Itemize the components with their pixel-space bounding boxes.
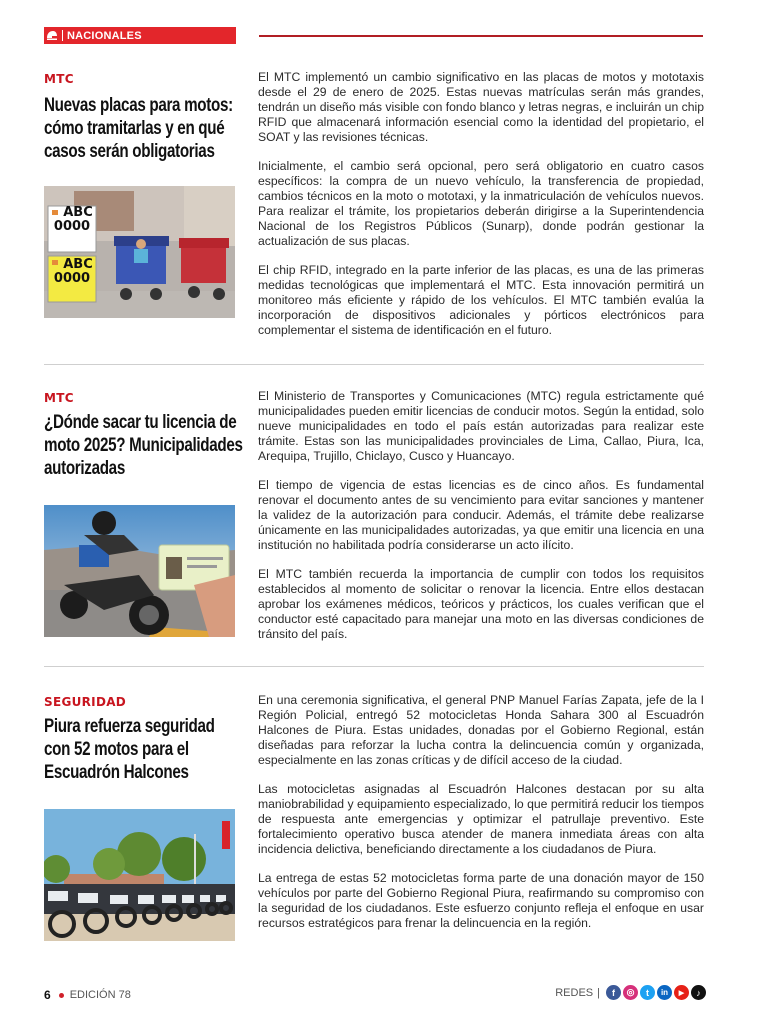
article-headline[interactable]: Nuevas placas para motos: cómo tramitarlas y en qué casos serán obligatorias [44, 95, 233, 162]
bullet-dot-icon [59, 993, 64, 998]
paragraph: En una ceremonia significativa, el general PNP Manuel Farías Zapata, jefe de la I Región Policial, entregó 52 motocicletas Honda Sahara 300 al Escuadrón Halcones de Piura. Estas unidades, donadas por el Gobierno Regional, están diseñadas para reforzar la lucha contra la delincuencia común y organizada, especialmente en las zonas críticas y de difícil acceso de la ciudad. [258, 693, 704, 767]
paragraph: El MTC implementó un cambio significativo en las placas de motos y mototaxis desde el 29 de enero de 2025. Estas nuevas matrículas serán más grandes, tendrán un diseño más visible con fondo blanco y letras negras, e incluirán un chip RFID que almacenará información esencial como la identidad del propietario, el SOAT y las revisiones técnicas. [258, 70, 704, 144]
header-separator [62, 30, 63, 41]
linkedin-icon[interactable]: in [657, 985, 672, 1000]
plate-white [53, 205, 96, 234]
plate-letters: ABC [63, 205, 93, 220]
social-links [555, 985, 706, 1000]
page-footer-left [44, 988, 131, 1002]
paragraph: El chip RFID, integrado en la parte inferior de las placas, es una de las primeras medidas tecnológicas que implementará el MTC. Esta innovación permitirá un monitoreo más eficiente y rápido de los vehículos. El MTC también evalúa la incorporación de dispositivos adicionales y pórticos electrónicos para complementar el sistema de identificación en el futuro. [258, 263, 704, 337]
article-nuevas-placas [44, 70, 704, 350]
section-label: NACIONALES [67, 29, 142, 42]
article-body [258, 693, 704, 945]
plate-numbers: 0000 [53, 219, 91, 234]
article-photo [44, 186, 235, 318]
article-photo [44, 809, 235, 941]
instagram-icon[interactable]: ◎ [623, 985, 638, 1000]
article-body [258, 389, 704, 656]
article-divider [44, 666, 704, 667]
top-rule [259, 35, 703, 37]
article-divider [44, 364, 704, 365]
tiktok-icon[interactable]: ♪ [691, 985, 706, 1000]
edition-label: EDICIÓN 78 [69, 989, 131, 1001]
section-header [44, 27, 236, 44]
social-label: REDES [555, 986, 594, 999]
plate-numbers: 0000 [53, 271, 91, 286]
paragraph: Inicialmente, el cambio será opcional, pero será obligatorio en cuatro casos específicos: la compra de un nuevo vehículo, la transferencia de propiedad, cambios técnicos en la moto o mototaxi, y la inmatriculación de vehículos nuevos. Para realizar el trámite, los propietarios deberán dirigirse a la Superintendencia Nacional de los Registros Públicos (Sunarp), donde podrán gestionar la actualización de sus placas. [258, 159, 704, 248]
article-escuadron-halcones [44, 693, 704, 953]
helmet-icon [44, 27, 60, 44]
paragraph: El MTC también recuerda la importancia de cumplir con todos los requisitos establecidos al momento de solicitar o renovar la licencia. Entre ellos destacan aprobar los exámenes médicos, teóricos y prácticos, los cuales verifican que el conductor esté capacitado para manejar una moto en las diversas condiciones de tránsito del país. [258, 567, 704, 641]
youtube-icon[interactable]: ▶ [674, 985, 689, 1000]
social-separator: | [597, 986, 600, 999]
plate-yellow [53, 257, 96, 286]
paragraph: El Ministerio de Transportes y Comunicaciones (MTC) regula estrictamente qué municipalidades pueden emitir licencias de conducir motos. Según la entidad, solo nueve municipalidades en todo el país están autorizadas para realizar este trámite. Estas son las municipalidades provinciales de Lima, Callao, Piura, Ica, Arequipa, Trujillo, Chiclayo, Cusco y Huancayo. [258, 389, 704, 463]
article-licencia-moto [44, 389, 704, 649]
paragraph: El tiempo de vigencia de estas licencias es de cinco años. Es fundamental renovar el documento antes de su vencimiento para evitar sanciones y mantener la validez de la autorización para conducir. Además, el trámite debe realizarse únicamente en las municipalidades autorizadas, ya que emitir una licencia en una institución no habilitada podría considerarse un acto ilícito. [258, 478, 704, 552]
article-kicker: MTC [44, 72, 74, 86]
article-headline[interactable]: ¿Dónde sacar tu licencia de moto 2025? Municipalidades autorizadas [44, 412, 243, 479]
plate-letters: ABC [63, 257, 93, 272]
paragraph: La entrega de estas 52 motocicletas forma parte de una donación mayor de 150 vehículos por parte del Gobierno Regional Piura, reafirmando su compromiso con la seguridad de los ciudadanos. Este esfuerzo conjunto refleja el enfoque en usar recursos estratégicos para frenar la delincuencia en la región. [258, 871, 704, 930]
article-photo [44, 505, 235, 637]
article-headline[interactable]: Piura refuerza seguridad con 52 motos para el Escuadrón Halcones [44, 716, 215, 783]
facebook-icon[interactable]: f [606, 985, 621, 1000]
twitter-icon[interactable]: t [640, 985, 655, 1000]
article-kicker: SEGURIDAD [44, 695, 127, 709]
article-body [258, 70, 704, 352]
article-kicker: MTC [44, 391, 74, 405]
paragraph: Las motocicletas asignadas al Escuadrón Halcones destacan por su alta maniobrabilidad y equipamiento especializado, lo que permitirá reducir los tiempos de respuesta ante emergencias y optimizar el patrullaje preventivo. Este fortalecimiento operativo busca atender de manera inmediata áreas con alta incidencia delictiva, beneficiando directamente a los ciudadanos de Piura. [258, 782, 704, 856]
page-number: 6 [44, 988, 51, 1002]
